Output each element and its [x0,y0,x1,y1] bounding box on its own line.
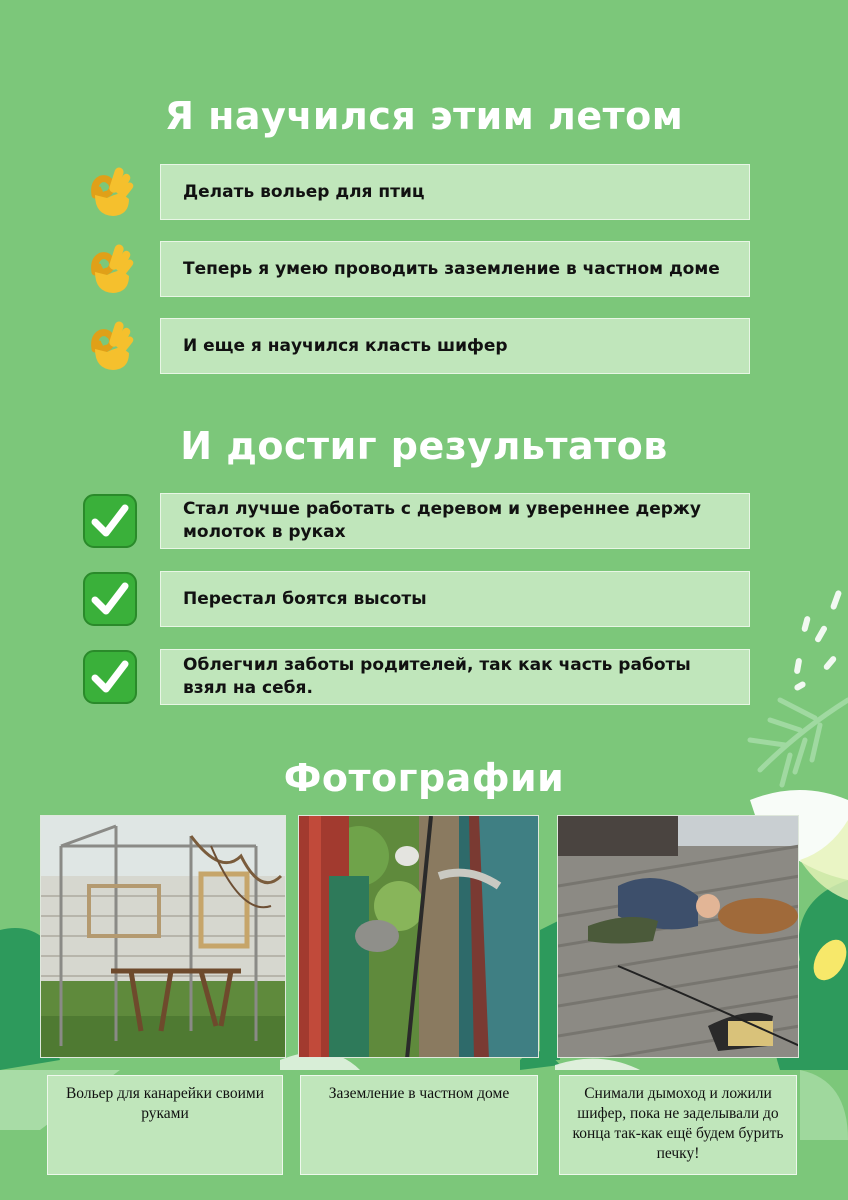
learned-item-text: И еще я научился класть шифер [160,318,750,374]
learned-item-2 [78,239,758,299]
results-item-text: Стал лучше работать с деревом и увереннее держу молоток в руках [160,493,750,549]
caption-roof: Снимали дымоход и ложили шифер, пока не заделывали до конца так-как ещё будем бурить печку! [559,1075,797,1175]
caption-grounding: Заземление в частном доме [300,1075,538,1175]
learned-item-text: Делать вольер для птиц [160,164,750,220]
check-mark-icon [78,569,142,629]
results-item-3 [78,647,758,707]
caption-aviary: Вольер для канарейки своими руками [47,1075,283,1175]
learned-item-text: Теперь я умею проводить заземление в частном доме [160,241,750,297]
ok-hand-icon [78,162,142,222]
learned-item-3 [78,316,758,376]
results-item-text: Облегчил заботы родителей, так как часть работы взял на себя. [160,649,750,705]
results-title: И достиг результатов [180,424,668,468]
learned-title: Я научился этим летом [164,94,684,138]
ok-hand-icon [78,316,142,376]
photos-title: Фотографии [283,756,565,800]
check-mark-icon [78,647,142,707]
learned-item-1 [78,162,758,222]
photo-aviary [40,815,286,1058]
photo-grounding [298,815,539,1058]
results-item-2 [78,569,758,629]
check-mark-icon [78,491,142,551]
results-item-text: Перестал боятся высоты [160,571,750,627]
photo-roof [557,815,799,1058]
results-item-1 [78,491,758,551]
ok-hand-icon [78,239,142,299]
